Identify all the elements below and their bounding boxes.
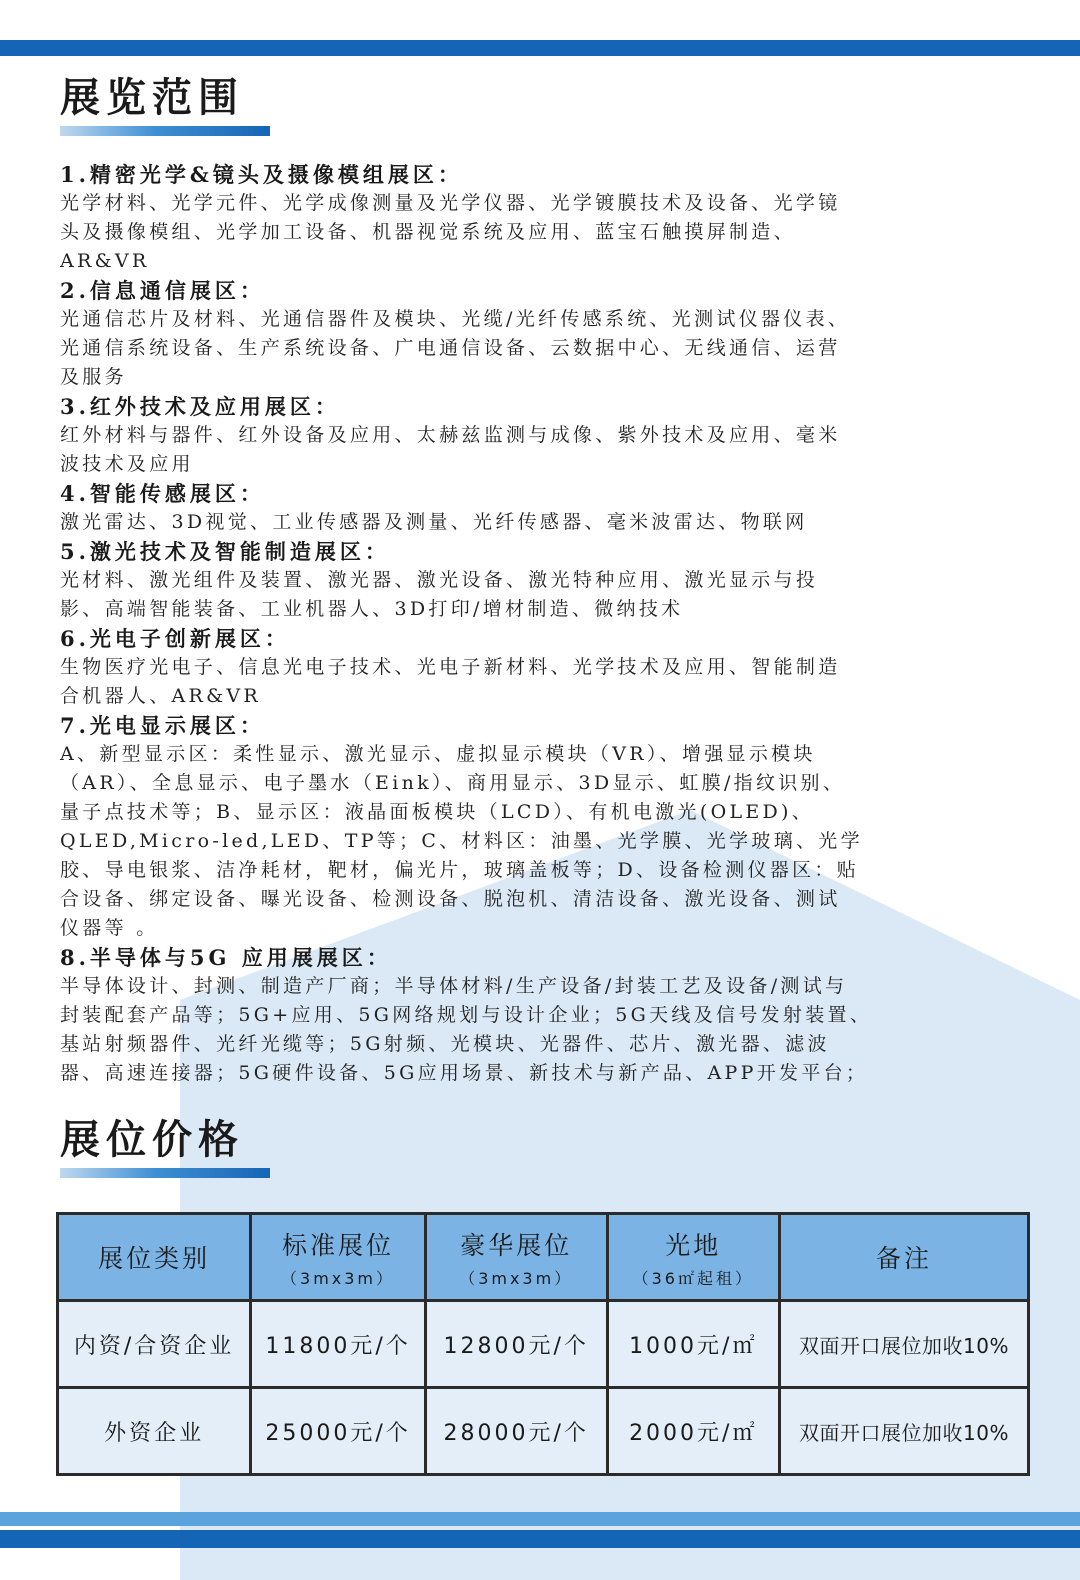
header-category [58, 1214, 251, 1301]
zone-body: 光材料、激光组件及装置、激光器、激光设备、激光特种应用、激光显示与投 影、高端智能装备、工业机器人、3D打印/增材制造、微纳技术 [60, 569, 819, 620]
zone-body: 生物医疗光电子、信息光电子技术、光电子新材料、光学技术及应用、智能制造 合机器人、AR&VR [60, 656, 841, 707]
zone-title: 4.智能传感展区： [60, 481, 265, 506]
header-label: 展位类别 [98, 1244, 211, 1273]
price-table [56, 1212, 1030, 1476]
zone-title: 7.光电显示展区： [60, 713, 265, 738]
cell-text: 11800元/个 [265, 1333, 411, 1359]
header-deluxe [425, 1214, 607, 1301]
zone-4 [60, 479, 990, 537]
zone-body: A、新型显示区：柔性显示、激光显示、虚拟显示模块（VR）、增强显示模块 （AR）、全息显示、电子墨水（Eink）、商用显示、3D显示、虹膜/指纹识别、 量子点技术等；B、显示区：液晶面板模块（LCD）、有机电激光(OLED)、 QLED,Micro-led,LED、TP等；C、材料区：油墨、光学膜、光学玻璃、光学 胶、导电银浆、洁净耗材，靶材，偏光片，玻璃盖板等；D、设备检测仪器区：贴 合设备、绑定设备、曝光设备、检测设备、脱泡机、清洁设备、激光设备、测试 仪器等 。 [60, 743, 863, 939]
zone-8 [60, 943, 990, 1088]
header-sublabel: （36㎡起租） [632, 1268, 754, 1288]
zone-body: 光通信芯片及材料、光通信器件及模块、光缆/光纤传感系统、光测试仪器仪表、 光通信系统设备、生产系统设备、广电通信设备、云数据中心、无线通信、运营 及服务 [60, 308, 851, 388]
cell-category [58, 1301, 251, 1388]
header-sublabel: （3mx3m） [281, 1268, 396, 1288]
zone-7 [60, 711, 990, 943]
zone-title: 5.激光技术及智能制造展区： [60, 539, 390, 564]
zone-body: 红外材料与器件、红外设备及应用、太赫兹监测与成像、紫外技术及应用、毫米 波技术及应用 [60, 424, 841, 475]
section-heading-scope [60, 74, 270, 136]
cell-text: 12800元/个 [443, 1333, 589, 1359]
zone-title: 3.红外技术及应用展区： [60, 394, 340, 419]
cell-note [780, 1301, 1029, 1388]
cell-text: 2000元/㎡ [629, 1420, 758, 1446]
cell-standard [251, 1301, 426, 1388]
zone-title: 6.光电子创新展区： [60, 626, 290, 651]
section-title-scope: 展览范围 [60, 74, 244, 121]
header-space [607, 1214, 779, 1301]
header-standard [251, 1214, 426, 1301]
cell-text: 双面开口展位加收10% [799, 1420, 1009, 1445]
zone-title: 8.半导体与5G 应用展展区： [60, 945, 392, 970]
zone-title: 1.精密光学&镜头及摄像模组展区： [60, 162, 463, 187]
table-header-row [58, 1214, 1029, 1301]
cell-text: 28000元/个 [443, 1420, 589, 1446]
table-row [58, 1301, 1029, 1388]
heading-underline [60, 1168, 270, 1178]
cell-deluxe [425, 1301, 607, 1388]
cell-note [780, 1388, 1029, 1475]
zone-body: 激光雷达、3D视觉、工业传感器及测量、光纤传感器、毫米波雷达、物联网 [60, 511, 808, 533]
cell-text: 1000元/㎡ [629, 1333, 758, 1359]
bottom-band-dark [0, 1530, 1080, 1548]
header-label: 备注 [875, 1244, 932, 1273]
zone-2 [60, 276, 990, 392]
cell-text: 外资企业 [104, 1420, 205, 1446]
heading-underline [60, 126, 270, 136]
cell-text: 双面开口展位加收10% [799, 1333, 1009, 1358]
zone-6 [60, 624, 990, 711]
section-heading-price [60, 1116, 270, 1178]
header-label: 豪华展位 [460, 1230, 573, 1260]
zone-body: 光学材料、光学元件、光学成像测量及光学仪器、光学镀膜技术及设备、光学镜 头及摄像模组、光学加工设备、机器视觉系统及应用、蓝宝石触摸屏制造、 AR&VR [60, 192, 841, 272]
cell-text: 内资/合资企业 [73, 1333, 235, 1359]
zone-5 [60, 537, 990, 624]
header-sublabel: （3mx3m） [459, 1268, 574, 1288]
cell-standard [251, 1388, 426, 1475]
header-label: 光地 [665, 1230, 722, 1260]
cell-deluxe [425, 1388, 607, 1475]
cell-space [607, 1301, 779, 1388]
table-row [58, 1388, 1029, 1475]
header-label: 标准展位 [282, 1230, 395, 1260]
zone-title: 2.信息通信展区： [60, 278, 265, 303]
header-note [780, 1214, 1029, 1301]
zone-body: 半导体设计、封测、制造产厂商；半导体材料/生产设备/封装工艺及设备/测试与 封装配套产品等；5G+应用、5G网络规划与设计企业；5G天线及信号发射装置、 基站射频器件、光纤光缆等；5G射频、光模块、光器件、芯片、激光器、滤波 器、高速连接器；5G硬件设备、5G应用场景、新技术与新产品、APP开发平台； [60, 975, 873, 1084]
cell-category [58, 1388, 251, 1475]
bottom-band-light [0, 1512, 1080, 1526]
cell-space [607, 1388, 779, 1475]
zone-1 [60, 160, 990, 276]
section-title-price: 展位价格 [60, 1116, 244, 1163]
exhibition-zones [60, 160, 990, 1088]
cell-text: 25000元/个 [265, 1420, 411, 1446]
zone-3 [60, 392, 990, 479]
